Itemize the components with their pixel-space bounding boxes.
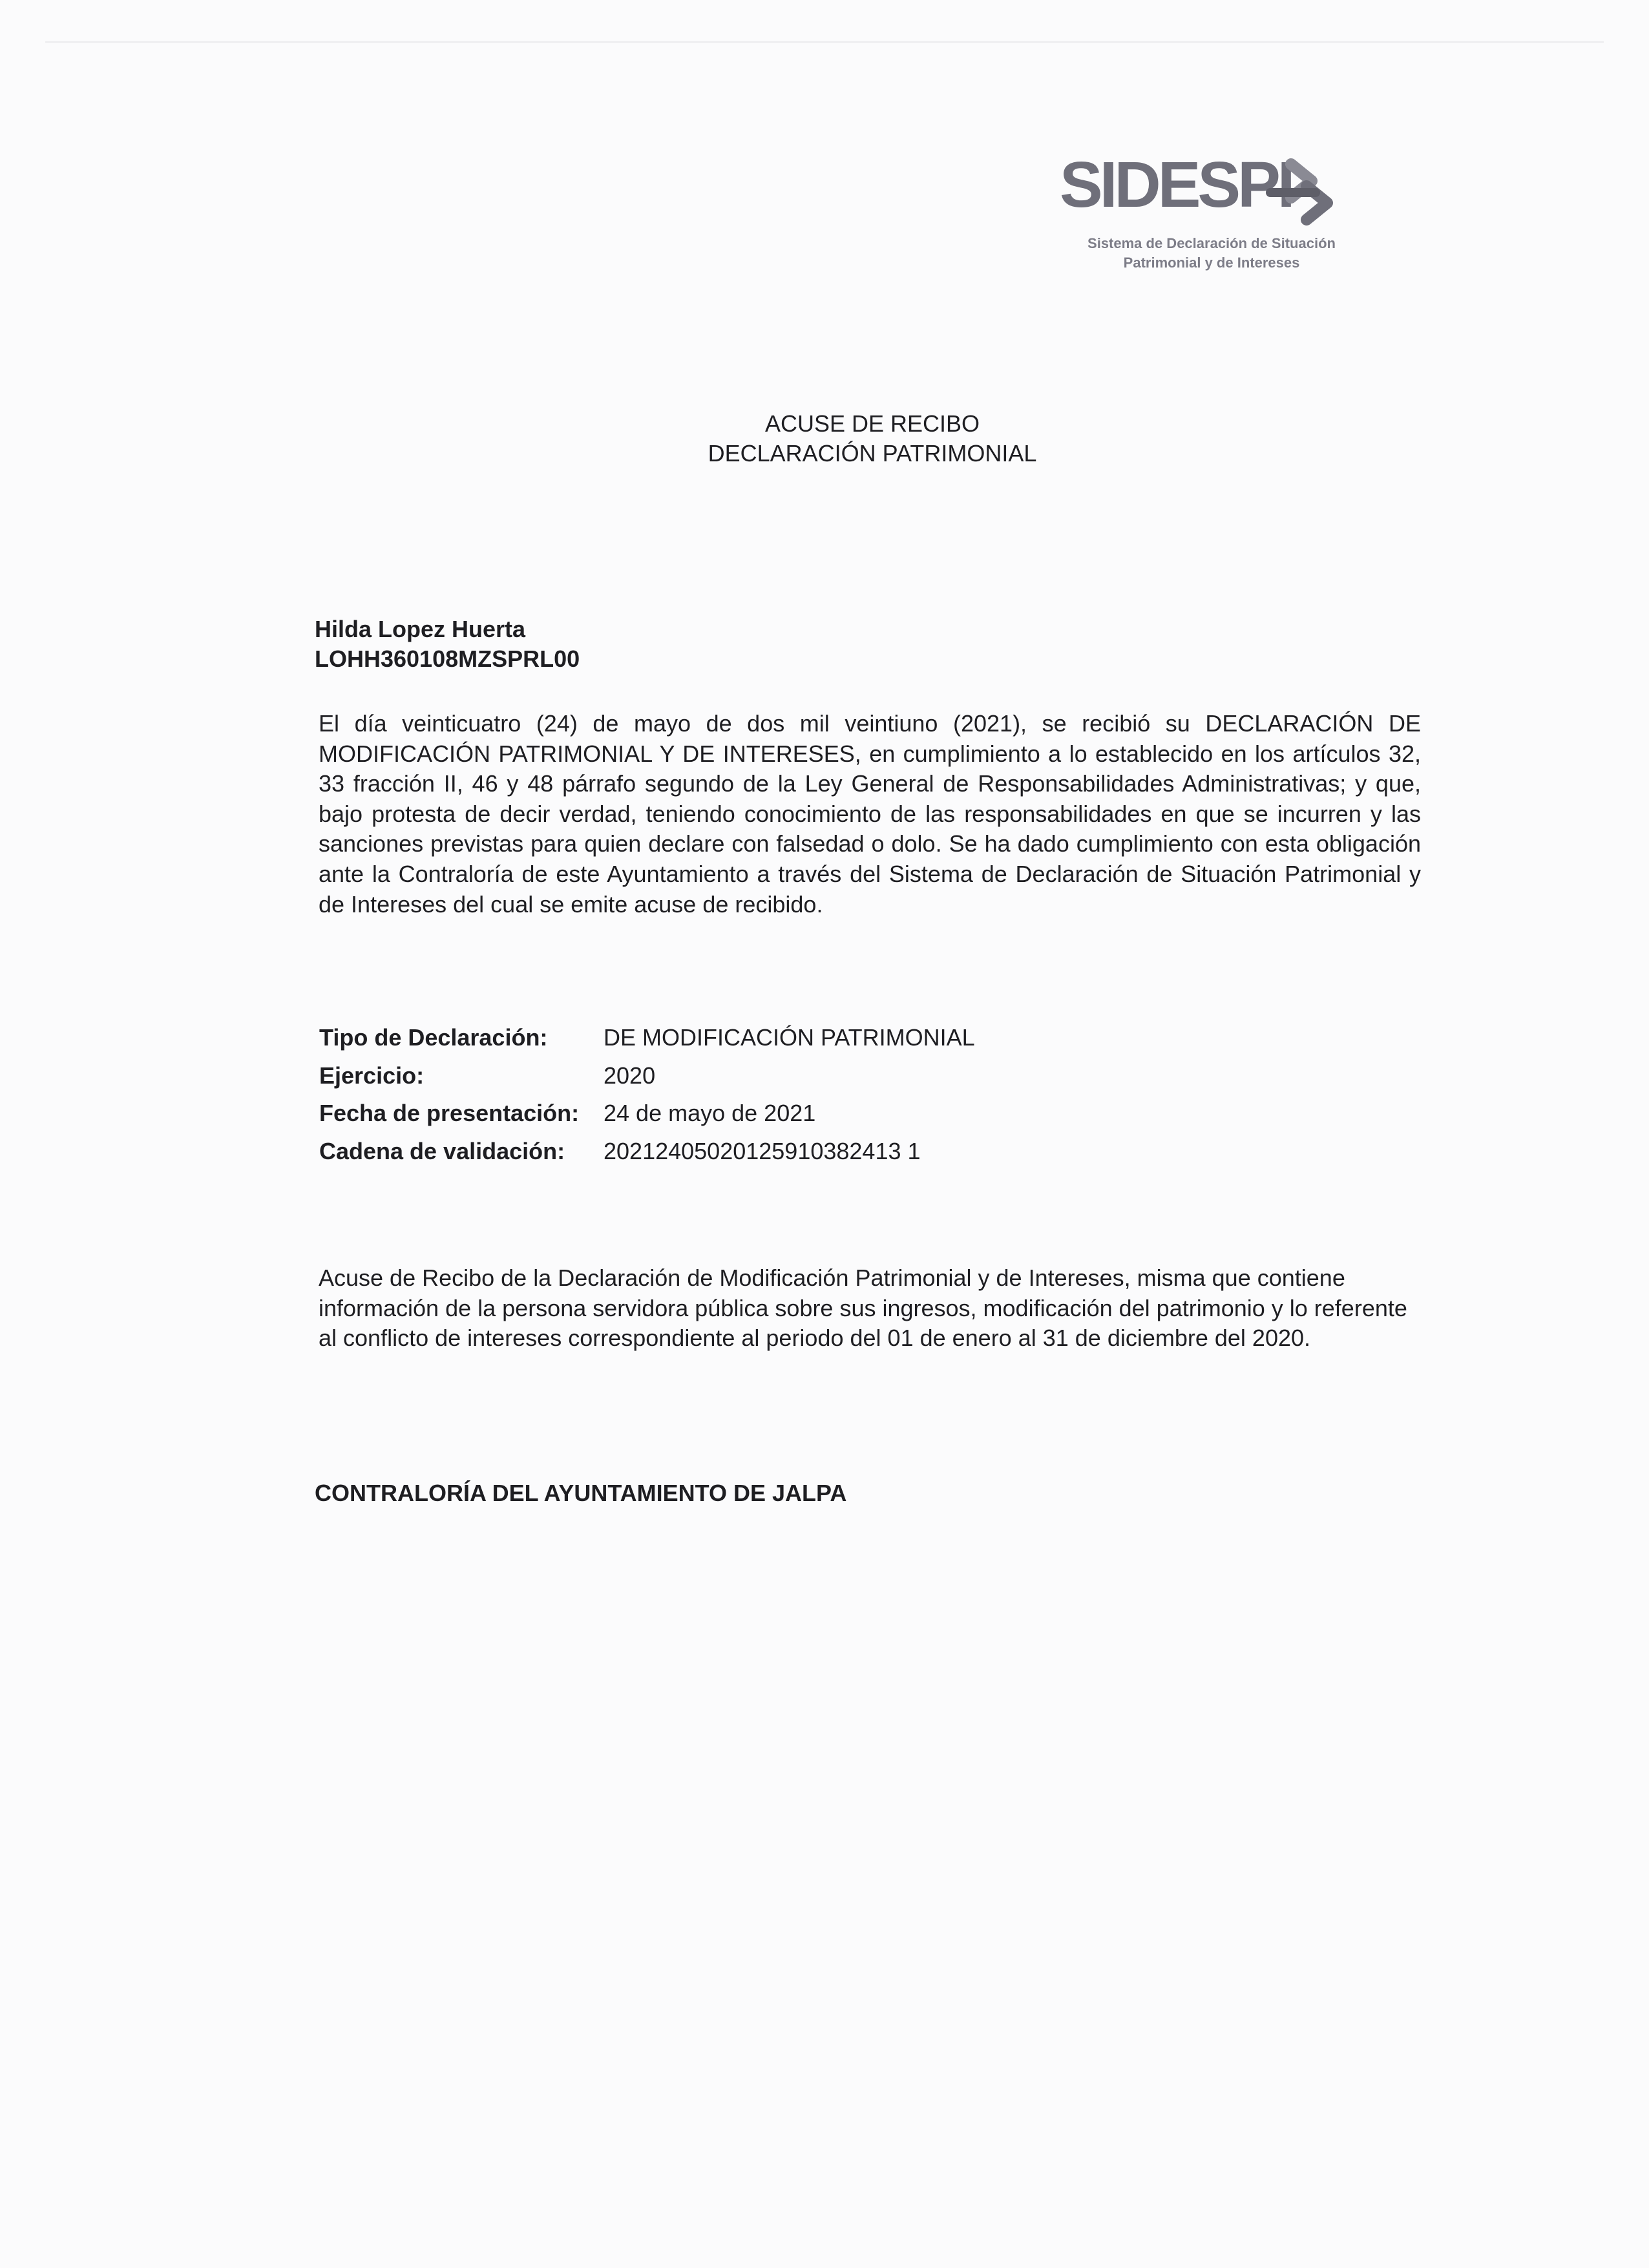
detail-row-year	[319, 1057, 975, 1095]
logo-wordmark: SIDESPI	[1060, 149, 1292, 221]
scope-paragraph: Acuse de Recibo de la Declaración de Modificación Patrimonial y de Intereses, misma que contiene información de la persona servidora pública sobre sus ingresos, modificación del patrimonio y lo referente al conflicto de intereses correspondiente al periodo del 01 de enero al 31 de diciembre del 2020.	[319, 1265, 1407, 1352]
detail-value: 24 de mayo de 2021	[604, 1100, 816, 1126]
logo-subtitle-line1: Sistema de Declaración de Situación	[1087, 235, 1336, 251]
sidespi-logo	[1060, 149, 1370, 279]
declarant-id: LOHH360108MZSPRL00	[315, 646, 580, 672]
logo-subtitle-line2: Patrimonial y de Intereses	[1123, 255, 1300, 271]
document-subtitle: DECLARACIÓN PATRIMONIAL	[708, 440, 1037, 467]
detail-label: Cadena de validación:	[319, 1137, 565, 1164]
detail-value: DE MODIFICACIÓN PATRIMONIAL	[604, 1024, 975, 1051]
detail-row-type	[319, 1019, 975, 1057]
declaration-details	[319, 1019, 975, 1170]
detail-value: 20212405020125910382413 1	[604, 1137, 921, 1164]
issuer-signature: CONTRALORÍA DEL AYUNTAMIENTO DE JALPA	[315, 1480, 847, 1506]
receipt-paragraph: El día veinticuatro (24) de mayo de dos mil veintiuno (2021), se recibió su DECLARACIÓN DE MODIFICACIÓN PATRIMONIAL Y DE INTERESES, en cumplimiento a lo establecido en los artículos 32, 33 fracción II, 46 y 48 párrafo segundo de la Ley General de Responsabilidades Administrativas; y que, bajo protesta de decir verdad, teniendo conocimiento de las responsabilidades en que se incurren y las sanciones previstas para quien declare con falsedad o dolo. Se ha dado cumplimiento con esta obligación ante la Contraloría de este Ayuntamiento a través del Sistema de Declaración de Situación Patrimonial y de Intereses del cual se emite acuse de recibido.	[319, 710, 1421, 918]
scan-edge-line	[45, 41, 1604, 43]
document-title: ACUSE DE RECIBO	[764, 410, 980, 437]
detail-row-validation	[319, 1133, 975, 1171]
detail-value: 2020	[604, 1062, 656, 1089]
detail-label: Ejercicio:	[319, 1062, 425, 1089]
detail-label: Tipo de Declaración:	[319, 1024, 548, 1051]
double-arrow-icon	[1265, 155, 1349, 229]
declarant-name: Hilda Lopez Huerta	[315, 616, 526, 642]
declarant-block	[315, 614, 580, 674]
detail-label: Fecha de presentación:	[319, 1100, 580, 1126]
detail-row-date	[319, 1095, 975, 1133]
logo-subtitle	[1061, 234, 1362, 273]
